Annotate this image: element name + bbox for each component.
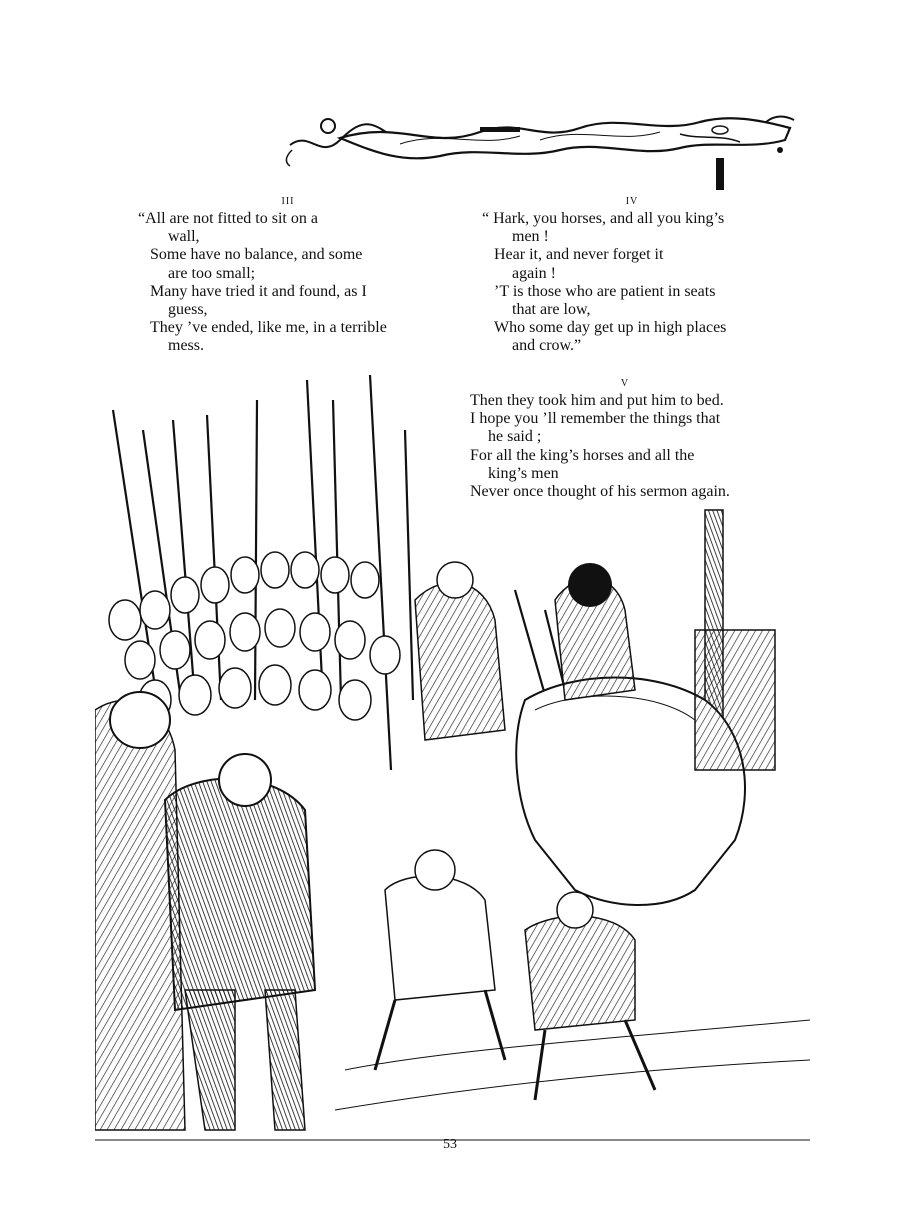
stanza-iv xyxy=(482,196,782,356)
verse-line: I hope you ’ll remember the things that xyxy=(470,410,721,428)
verse-line: he said ; xyxy=(488,428,542,446)
verse-line: that are low, xyxy=(512,301,591,319)
verse-line: men ! xyxy=(512,228,549,246)
verse-line: Hear it, and never forget it xyxy=(494,246,664,264)
verse-line: ’T is those who are patient in seats xyxy=(494,282,716,300)
stanza-numeral: V xyxy=(620,378,630,389)
pikemen-procession-illustration xyxy=(95,370,810,1145)
verse-line: guess, xyxy=(168,301,208,319)
verse-line: mess. xyxy=(168,337,204,355)
verse-line: For all the king’s horses and all the xyxy=(470,446,695,464)
verse-line: Some have no balance, and some xyxy=(150,246,363,264)
verse-line: They ’ve ended, like me, in a terrible xyxy=(150,319,387,337)
verse-line: “All are not fitted to sit on a xyxy=(138,210,318,227)
verse-line: Who some day get up in high places xyxy=(494,319,727,337)
ribbon-banner-icon xyxy=(280,100,800,190)
stanza-iii xyxy=(138,196,438,356)
verse-line: Never once thought of his sermon again. xyxy=(470,483,730,501)
verse-line: again ! xyxy=(512,264,556,282)
verse-line: wall, xyxy=(168,228,200,246)
page-number: 53 xyxy=(443,1137,457,1152)
verse-line: Many have tried it and found, as I xyxy=(150,282,367,300)
verse-line: and crow.” xyxy=(512,337,582,355)
verse-line: “ Hark, you horses, and all you king’s xyxy=(482,210,725,227)
verse-line: are too small; xyxy=(168,264,256,282)
stanza-numeral: III xyxy=(281,196,295,207)
stanza-numeral: IV xyxy=(625,196,639,207)
verse-line: Then they took him and put him to bed. xyxy=(470,392,724,409)
verse-line: king’s men xyxy=(488,464,559,482)
